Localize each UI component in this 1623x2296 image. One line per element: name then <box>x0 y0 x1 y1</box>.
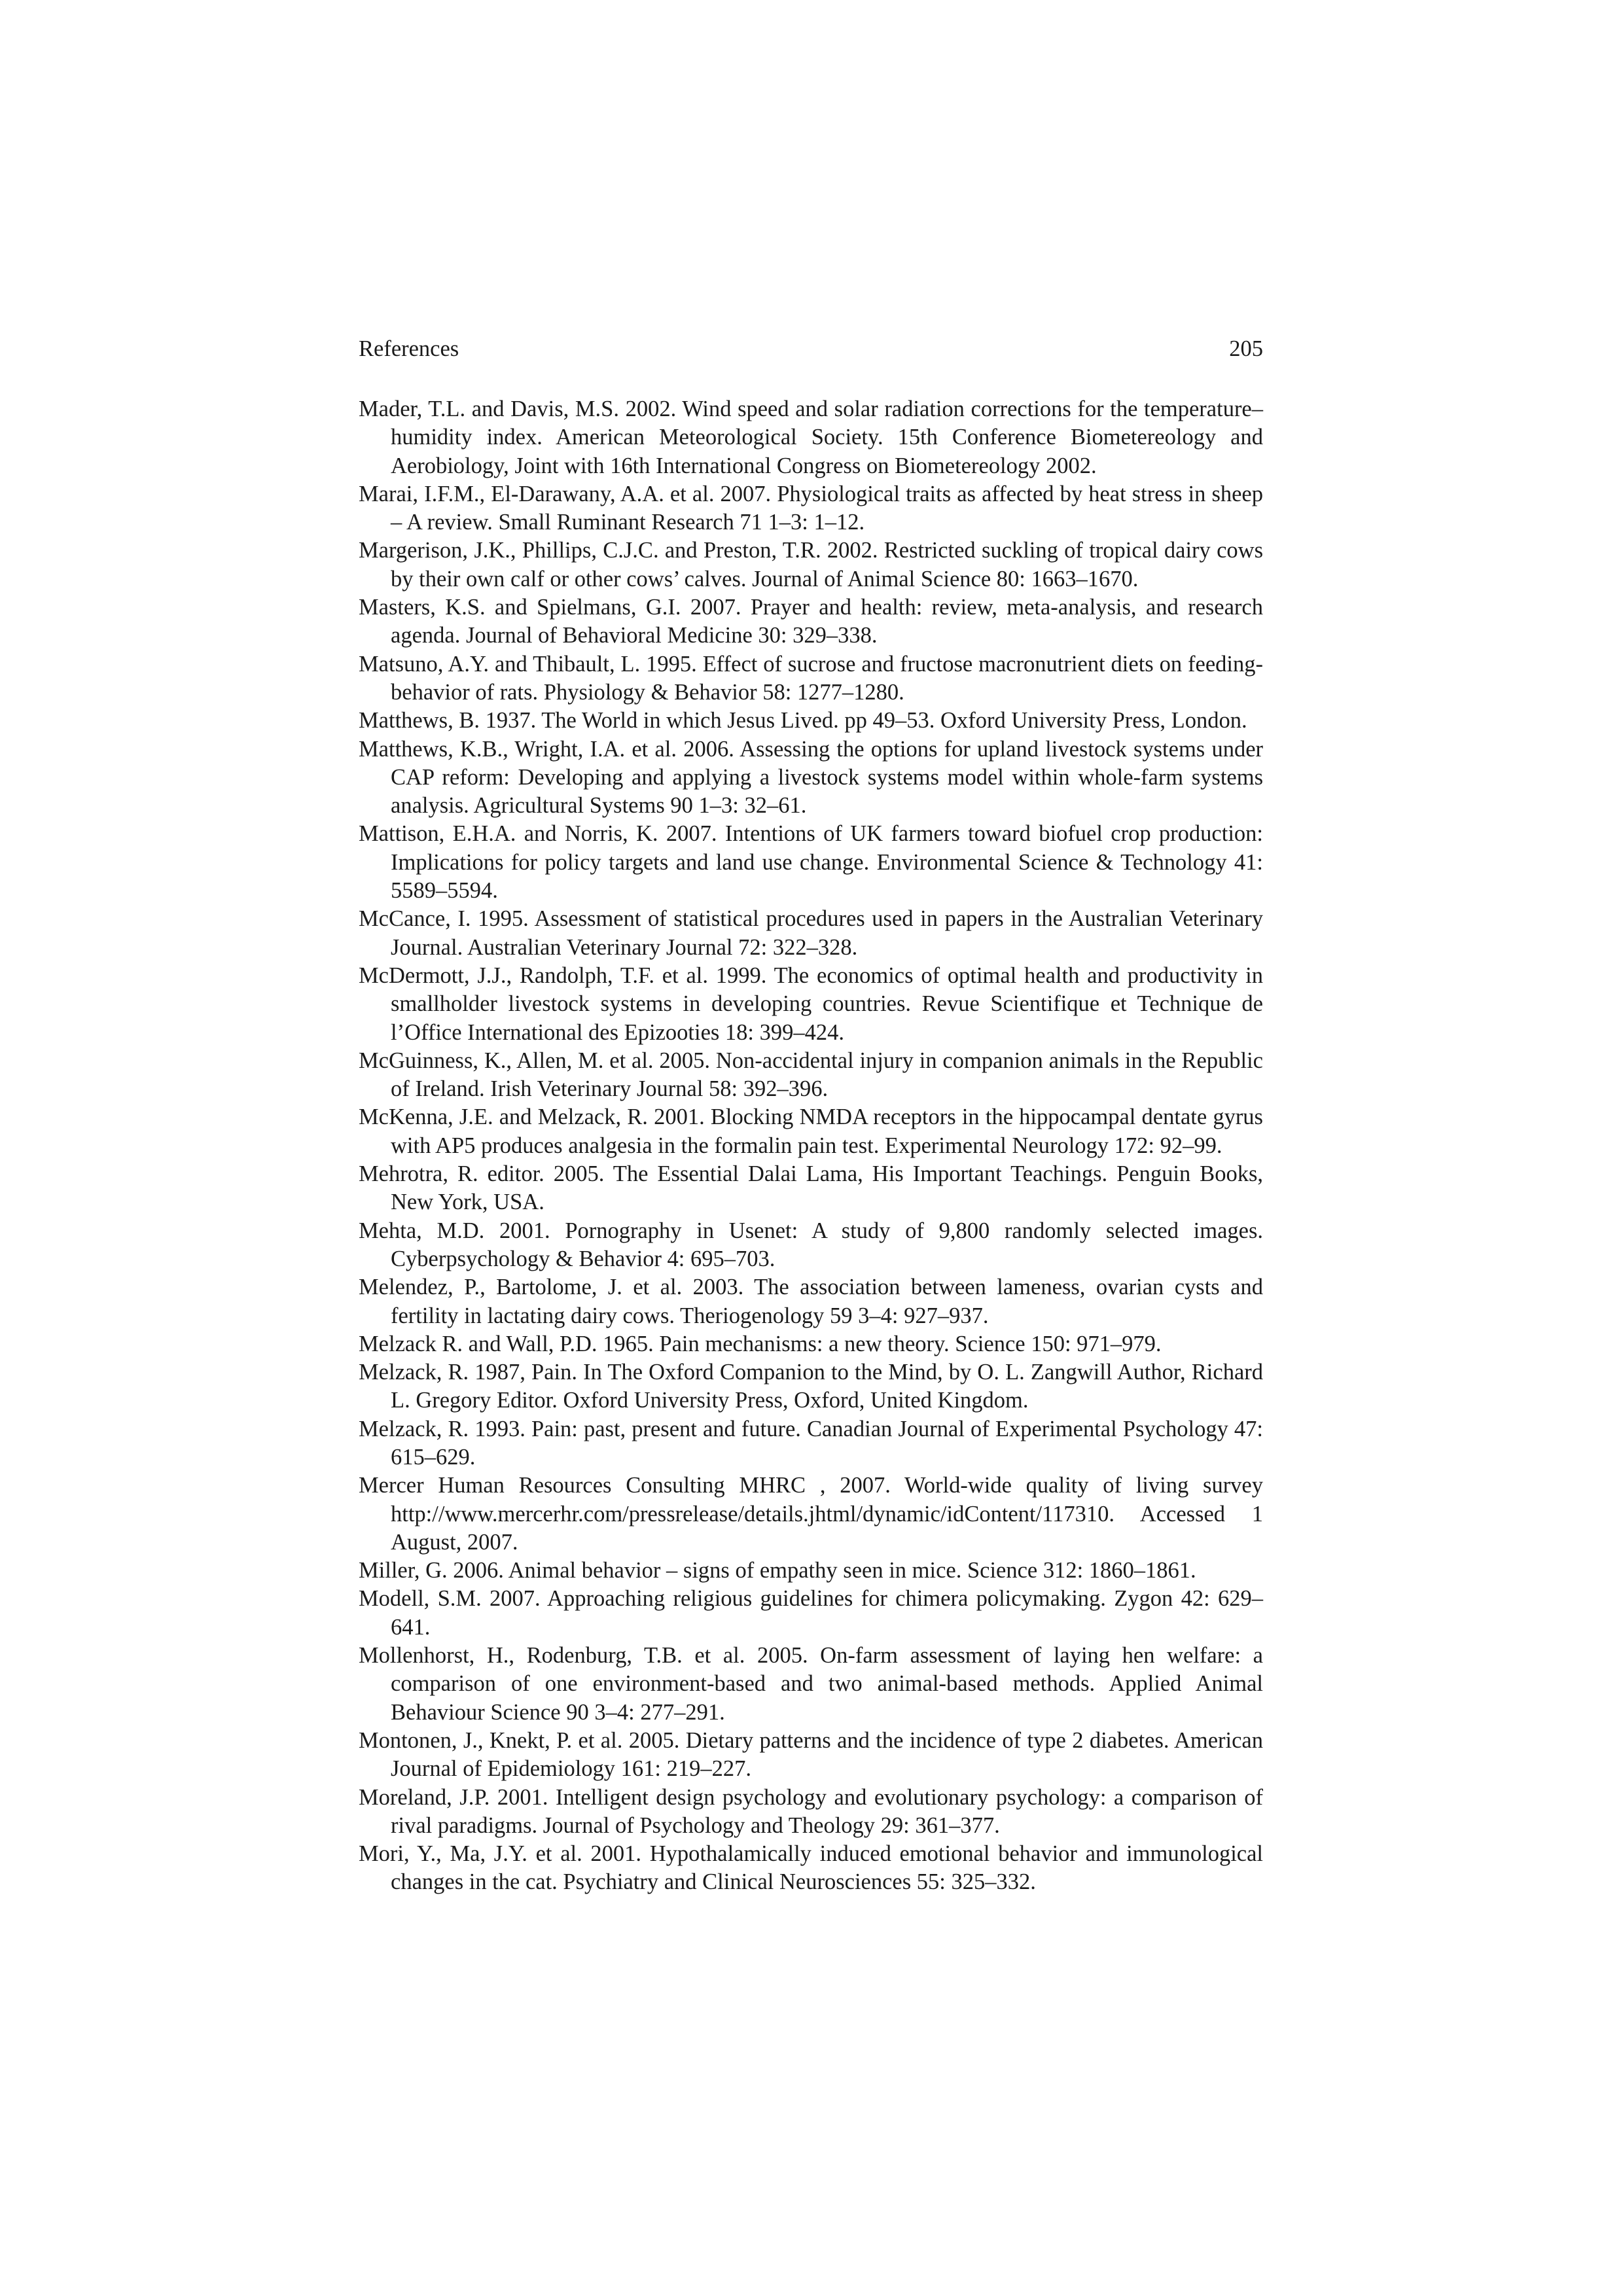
reference-entry: Margerison, J.K., Phillips, C.J.C. and Preston, T.R. 2002. Restricted suckling of tropical dairy cows by their own calf or other cows’ calves. Journal of Animal Science 80: 1663–1670. <box>359 538 1263 592</box>
running-head: References <box>359 336 459 361</box>
reference-entry: Marai, I.F.M., El-Darawany, A.A. et al. 2007. Physiological traits as affected by heat stress in sheep – A review. Small Ruminant Research 71 1–3: 1–12. <box>359 481 1263 535</box>
reference-entry: Miller, G. 2006. Animal behavior – signs of empathy seen in mice. Science 312: 1860–1861. <box>359 1558 1196 1583</box>
reference-entry: Montonen, J., Knekt, P. et al. 2005. Dietary patterns and the incidence of type 2 diabetes. American Journal of Epidemiology 161: 219–227. <box>359 1727 1263 1782</box>
reference-entry: Melzack, R. 1993. Pain: past, present and future. Canadian Journal of Experimental Psychology 47: 615–629. <box>359 1416 1263 1470</box>
reference-entry: Moreland, J.P. 2001. Intelligent design psychology and evolutionary psychology: a comparison of rival paradigms. Journal of Psychology and Theology 29: 361–377. <box>359 1784 1263 1838</box>
reference-entry: Melzack R. and Wall, P.D. 1965. Pain mechanisms: a new theory. Science 150: 971–979. <box>359 1331 1162 1356</box>
page-header <box>359 332 1263 365</box>
reference-entry: Mattison, E.H.A. and Norris, K. 2007. Intentions of UK farmers toward biofuel crop production: Implications for policy targets and land use change. Environmental Science & Technology 41: 5589–5594. <box>359 821 1263 904</box>
reference-entry: Matsuno, A.Y. and Thibault, L. 1995. Effect of sucrose and fructose macronutrient diets on feeding-behavior of rats. Physiology & Behavior 58: 1277–1280. <box>359 651 1263 705</box>
reference-entry: Masters, K.S. and Spielmans, G.I. 2007. Prayer and health: review, meta-analysis, and research agenda. Journal of Behavioral Medicine 30: 329–338. <box>359 595 1263 648</box>
reference-entry: Mehta, M.D. 2001. Pornography in Usenet: A study of 9,800 randomly selected images. Cyberpsychology & Behavior 4: 695–703. <box>359 1218 1263 1271</box>
reference-entry: Mercer Human Resources Consulting MHRC , 2007. World-wide quality of living survey http://www.mercerhr.com/pressrelease/details.jhtml/dynamic/idContent/117310. Accessed 1 August, 2007. <box>359 1473 1263 1555</box>
reference-entry: Mori, Y., Ma, J.Y. et al. 2001. Hypothalamically induced emotional behavior and immunological changes in the cat. Psychiatry and Clinical Neurosciences 55: 325–332. <box>359 1841 1263 1895</box>
reference-entry: Matthews, K.B., Wright, I.A. et al. 2006. Assessing the options for upland livestock systems under CAP reform: Developing and applying a livestock systems model within whole-farm systems analysis. Agricultural Systems 90 1–3: 32–61. <box>359 736 1263 819</box>
reference-list <box>359 395 1263 1897</box>
reference-entry: Mollenhorst, H., Rodenburg, T.B. et al. 2005. On-farm assessment of laying hen welfare: a comparison of one environment-based and two animal-based methods. Applied Animal Behaviour Science 90 3–4: 277–291. <box>359 1643 1263 1725</box>
reference-entry: Modell, S.M. 2007. Approaching religious guidelines for chimera policymaking. Zygon 42: 629–641. <box>359 1586 1263 1640</box>
reference-entry: McGuinness, K., Allen, M. et al. 2005. Non-accidental injury in companion animals in the Republic of Ireland. Irish Veterinary Journal 58: 392–396. <box>359 1048 1263 1102</box>
reference-entry: McDermott, J.J., Randolph, T.F. et al. 1999. The economics of optimal health and productivity in smallholder livestock systems in developing countries. Revue Scientifique et Technique de l’Office International des Epizooties 18: 399–424. <box>359 963 1263 1045</box>
reference-entry: McCance, I. 1995. Assessment of statistical procedures used in papers in the Australian Veterinary Journal. Australian Veterinary Journal 72: 322–328. <box>359 906 1263 960</box>
reference-entry: Mader, T.L. and Davis, M.S. 2002. Wind speed and solar radiation corrections for the temperature–humidity index. American Meteorological Society. 15th Conference Biometereology and Aerobiology, Joint with 16th International Congress on Biometereology 2002. <box>359 397 1263 478</box>
reference-entry: McKenna, J.E. and Melzack, R. 2001. Blocking NMDA receptors in the hippocampal dentate gyrus with AP5 produces analgesia in the formalin pain test. Experimental Neurology 172: 92–99. <box>359 1104 1263 1158</box>
reference-entry: Melendez, P., Bartolome, J. et al. 2003. The association between lameness, ovarian cysts and fertility in lactating dairy cows. Theriogenology 59 3–4: 927–937. <box>359 1275 1263 1328</box>
reference-entry: Melzack, R. 1987, Pain. In The Oxford Companion to the Mind, by O. L. Zangwill Author, Richard L. Gregory Editor. Oxford University Press, Oxford, United Kingdom. <box>359 1360 1263 1413</box>
page-number: 205 <box>1229 336 1263 361</box>
reference-entry: Matthews, B. 1937. The World in which Jesus Lived. pp 49–53. Oxford University Press, London. <box>359 708 1247 733</box>
reference-entry: Mehrotra, R. editor. 2005. The Essential Dalai Lama, His Important Teachings. Penguin Books, New York, USA. <box>359 1161 1263 1215</box>
